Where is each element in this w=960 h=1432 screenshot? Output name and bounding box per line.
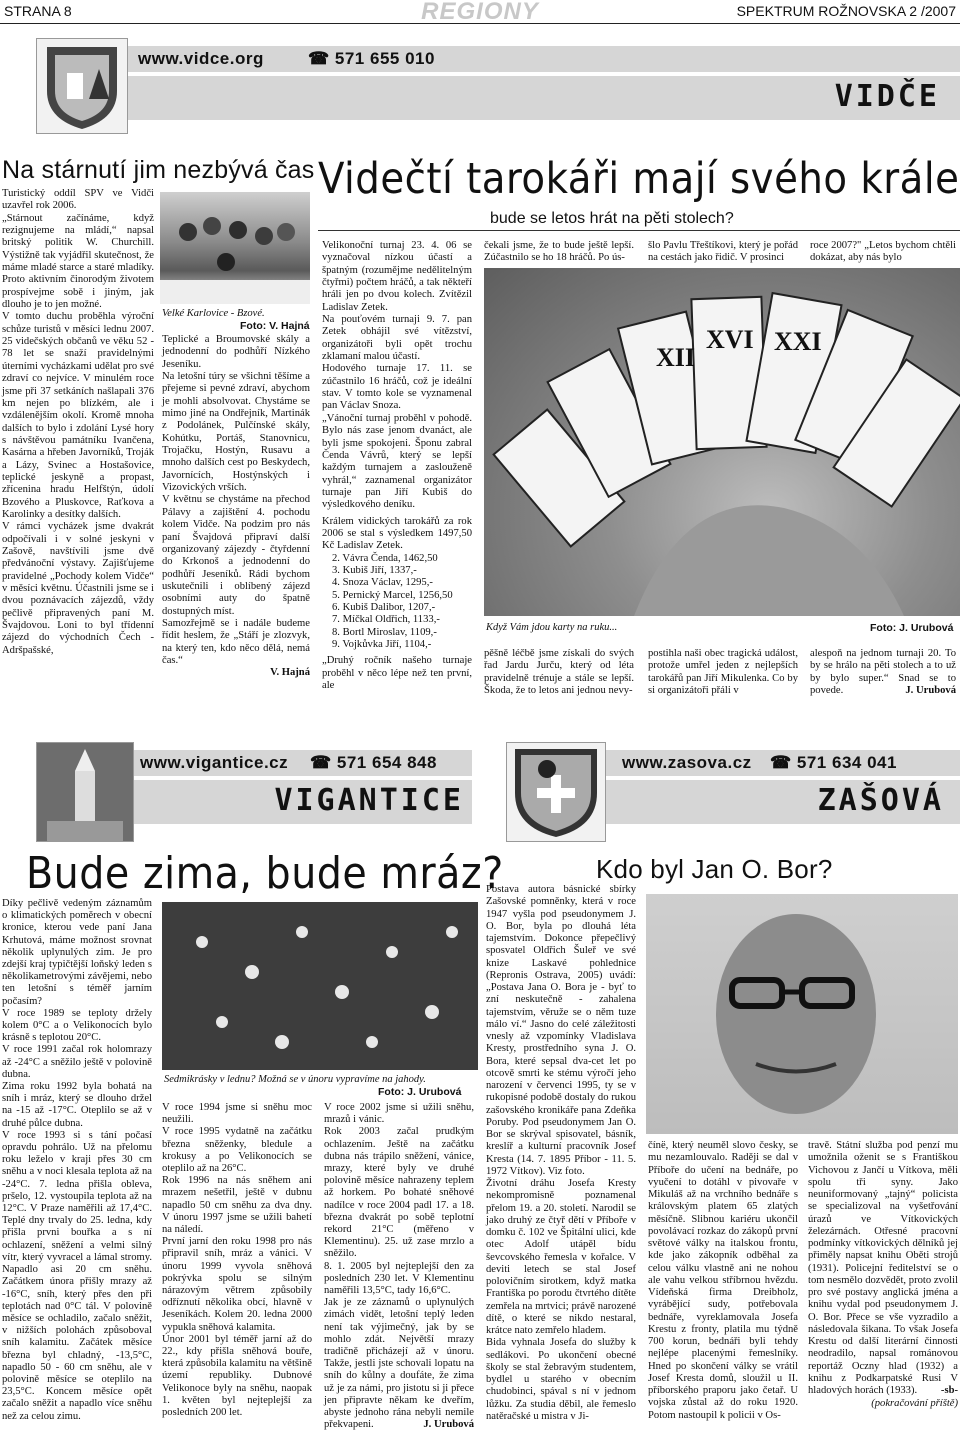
- paragraph: Postava autora básnické sbírky Zašovské pomněnky, která v roce 1947 vyšla pod pseudonymem J. O. Bor, byla po dlouhá léta tajemstvím. Dokonce přepečlivý sposvatel Oldřich Šuleř ve své knize Laskavé pohlednice (Repronis Ostrava, 2005) uvádí: „Postava Jana O. Bora je - byť to zní neskutečně - zahalena tajemstvím, věruže se o něm tuze málo ví.“ Jasno do celé záležitosti vnesly až vzpomínky Vladislava Kresty, prostředního syna J. O. Bora, které sepsal dva-cet let po otcově smrti ke stému výročí jeho narození v červenci 1995, ty se v rukopisné podobě dostaly do rukou zašovského kronikáře pana Zdeňka Poruby. Pod pseudonymem Jan O. Bor se skrýval spisovatel, básník, kreslíř a kulturní pracovník Josef Kresta (14. 7. 1895 Příbor - 11. 5. 1972 Vítkov). Viz foto.: [486, 884, 636, 1177]
- paragraph: travě. Státní služba pod penzí mu umožnila oženit se s Františkou Vichovou z Jančí u Vítkova, měli spolu tři syny. Jako neuniformovaný „tajný“ policista se specializoval na vyšetřování úrazů ve Vítkovických železárnách. Otřesné pracovní podmínky vítkovických dělníků jej přiměly napsat knihu Oběti strojů (1931). Policejní ředitelství se o tom nesmělo dozvědět, proto zvolil pro své postavy anglická jména a knihu vydal pod pseudonymem J. O. Bor. Přece se vše vyzradilo a následovala šikana. To však Josefa Krestu od další literární činnosti neodradilo, napsal románovou reportáž Oczny hlad (1932) a knihu z Podkarpatské Rusi V hladových horách (1933).: [808, 1140, 958, 1396]
- vigantice-phone: ☎ 571 654 848: [310, 753, 437, 772]
- svg-text:XVI: XVI: [706, 325, 754, 354]
- paragraph: Na pouťovém turnaji 9. 7. pan Zetek obhájil své vítězství, organizátoři byli opět trochu zklamaní malou účastí.: [322, 314, 472, 363]
- paragraph: Životní dráhu Josefa Kresty nekompromisně poznamenal přelom 19. a 20. století. Narodil se jako druhý ze čtyř dětí v Příboře v domku č. 102 ve Špitální ulici, kde otec Adolf utápěl bídu ševcovského řemesla v kořalce. V deviti letech se stal Josef polovičním sirotkem, když matka Františka po porodu čtvrtého dítěte zemřela na mrtvici; právě narozené dítě, o které se nikdo nestaral, krátce nato zemřelo hladem.: [486, 1178, 636, 1336]
- paragraph: Únor 2001 byl téměř jarní až do 22., kdy přišla sněhová bouře, která způsobila kalamitu na většině území republiky. Dubnové Velikonoce byly na sněhu, naopak 1. květen byl nejteplejší za posledních 200 let.: [162, 1333, 312, 1419]
- tarokari-top-col3: šlo Pavlu Třeštíkovi, který je pořád na cestách jako řidič. V prosinci: [648, 240, 798, 264]
- starnuti-col2: [162, 334, 310, 680]
- paragraph: Samozřejmě se i nadále budeme řídit heslem, že „Stáří je zlozvyk, na který ten, kdo něco dělá, nemá čas.“: [162, 617, 310, 666]
- paragraph: Na letošní túry se všichni těšíme a přejeme si pevné zdraví, abychom je mohli absolvovat. Chystáme se mimo jiné na Ondřejník, Martinák z Podolánek, Pulčínské skály, Kohútku, Portáš, Stanovnicu, Trojačku, Hostýn, Rusavu a mnoho dalších cest po Beskydech, Javornících, Hostýnských i Vizovických vrších.: [162, 371, 310, 494]
- paragraph: V roce 2002 jsme si užili sněhu, mrazů i vánic.: [324, 1102, 474, 1126]
- paragraph: „Stárnout začínáme, když rezignujeme na mládí,“ napsal britský politik W. Churchill. Výstižně tak vyjádřil skutečnost, že máme mladé starce a staré mladíky. Proto aktivním činorodým životem prospívejme sobě i jiným, jak dlouho je to jen možné.: [2, 212, 154, 311]
- vidce-name: VIDČE: [834, 79, 940, 114]
- signature: J. Urubová: [423, 1419, 474, 1431]
- zasova-phone: ☎ 571 634 041: [770, 753, 897, 772]
- rank-item: 2. Vávra Čenda, 1462,50: [332, 552, 438, 564]
- paragraph: Jak je ze záznamů o uplynulých zimách vidět, letošní teplý leden není tak výjimečný, jak by se mohlo zdát. Největší mrazy tradičně přicházejí až v únoru. Takže, jestli jste schovali lopatu na sníh do kůlny a doufáte, že zima už je za námi, pro jistotu si ji přece jen připravte někam ke dveřím, abyste jednoho rána nebyli nemile překvapeni.: [324, 1297, 474, 1431]
- tarokari-bot-col3: postihla naši obec tragická událost, protože umřel jeden z nejlepších tarokářů pan Jiří Mikulenka. Co by si organizátoři přáli v: [648, 648, 798, 697]
- paragraph: Rok 1996 na nás sněhem ani mrazem nešetřil, ještě v dubnu napadlo 50 cm sněhu za dva dny. V únoru 1997 jsme se užili bahetí na náledí.: [162, 1175, 312, 1236]
- bor-col2: čínë, který neuměl slovo česky, se mu nezamlouvalo. Raději se dal v Příboře do učení na bednáře, po vyučení to dotáhl v pivovaře v Mikuláš až na vrchního bednáře s královským platem 65 zlatých měsíčně. Slibnou kariéru ukončil povolávací rozkaz do zákopů první světové války na italskou frontu, kde jako zákopník odběhal za celou válku vlastně ani ne nohou ale vahu velkou stříbrnou hvězdu. Vídeňská firma Dreibholz, vyrábějící sudy, potřebovala bednáře, vyreklamovala Josefa Krestu z fronty, platila mu týdně 700 korun, bednáři byli tehdy nejlépe placenými řemeslníky. Hned po skončení války se vrátil Josef Kresta domů, sloužil u II. příborského praporu jako četař. U vojska zůstal až do roku 1920. Potom nastoupil k policii v Os-: [648, 1140, 798, 1421]
- church-icon: [37, 743, 133, 841]
- rank-item: 6. Kubiš Dalibor, 1207,-: [332, 601, 436, 613]
- zasova-name: ZAŠOVÁ: [817, 783, 944, 818]
- rank-item: 3. Kubiš Jiří, 1337,-: [332, 564, 417, 576]
- zasova-crest-icon: [507, 743, 605, 841]
- photo-credit-hikers: Foto: V. Hajná: [240, 320, 310, 332]
- bor-col1: [486, 884, 636, 1423]
- vigantice-url-bar: [134, 750, 472, 776]
- paragraph: Teplické a Broumovské skály a jednodenní do podhůří Nízkého Jeseníku.: [162, 334, 310, 370]
- photo-caption-daisies: Sedmikrásky v lednu? Možná se v únoru vypravíme na jahody.: [164, 1074, 426, 1085]
- paragraph: V roce 1991 začal rok holomrazy až -24°C a sněžilo ještě v polovině dubna.: [2, 1044, 152, 1080]
- article-title-tarokari: Videčtí tarokáři mají svého krále: [318, 154, 960, 204]
- section-title: REGIONY: [421, 0, 539, 25]
- paragraph: Zima roku 1992 byla bohatá na sníh i mráz, který se dlouho držel na -15 až -17°C. Oteplilo se až v druhé půlce dubna.: [2, 1081, 152, 1129]
- svg-text:XXI: XXI: [774, 327, 822, 356]
- zasova-name-bar: [606, 780, 960, 824]
- vigantice-name: VIGANTICE: [274, 783, 464, 818]
- page-number: STRANA 8: [4, 3, 72, 19]
- photo-daisies: [162, 902, 478, 1070]
- signature: V. Hajná: [270, 667, 310, 679]
- continued-note: (pokračování příště): [871, 1397, 958, 1409]
- article-title-starnuti: Na stárnutí jim nezbývá čas: [2, 156, 315, 184]
- tarokari-col1: [322, 240, 472, 692]
- paragraph: Bida vyhnala Josefa do služby k sedlákovi. Po ukončení obecné školy se stal žebravým studentem, bydlel u starého v obecním chudobinci, spával s ní v jednom lůžku. Za studia děbil, ale řemeslo natěračské u mistra v Ji-: [486, 1337, 636, 1422]
- photo-caption-hikers: Velké Karlovice - Bzové.: [162, 308, 265, 319]
- vidce-name-bar: [128, 76, 960, 120]
- daisies-image: [162, 902, 478, 1070]
- zima-col3: [324, 1102, 474, 1432]
- paragraph: V roce 1995 vydatně na začátku března sněženky, bledule a krokusy a po Velikonocích se oteplilo až na 26°C.: [162, 1126, 312, 1175]
- zima-col2: [162, 1102, 312, 1419]
- rank-item: 8. Bortl Miroslav, 1109,-: [332, 626, 437, 638]
- paragraph: Turistický oddíl SPV ve Vidči uzavřel rok 2006.: [2, 188, 154, 212]
- photo-credit-daisies: Foto: J. Urubová: [378, 1086, 462, 1098]
- paragraph: První jarní den roku 1998 pro nás připravil sníh, mráz a vánici. V únoru 1999 vyvola sněhová pokrývka spolu se silným nárazovým větrem způsobily odříznutí několika obcí, hlavně v Jeseníkách. Kolem 20. ledna 2000 vypukla sněhová kalamita.: [162, 1236, 312, 1333]
- paragraph: Hodového turnaje 17. 11. se zúčastnilo 16 hráčů, což je ideální stav. V tomto kole se vyznamenal pan Václav Snoza.: [322, 363, 472, 412]
- paragraph: Díky pečlivě vedeným záznamům o klimatických poměrech v obecní kronice, kterou vede paní Jana Krhutová, máme možnost srovnat několik uplynulých zim. Je pro zdejší kraj typičtější loňský leden s několikametrovými závějemi, nebo ten letošní s téměř jarním počasím?: [2, 898, 152, 1007]
- hikers-photo-image: [160, 192, 310, 304]
- photo-tarot-cards: [484, 268, 960, 616]
- paragraph: V roce 1994 jsme si sněhu moc neužili.: [162, 1102, 312, 1126]
- rank-item: 7. Míčkal Oldřich, 1133,-: [332, 614, 440, 626]
- rank-item: 9. Vojkůvka Jiří, 1104,-: [332, 639, 432, 650]
- tarot-cards-image: [484, 268, 960, 616]
- svg-text:XII: XII: [656, 343, 696, 372]
- paragraph: V roce 1993 si s tání počasí opravdu pohrálo. Už na přelomu roku leželo v kraji přes 30 cm sněhu a v noci klesala teplota až na -24°C. 7. ledna přišla obleva, pršelo, 12. vystoupila teplota až na 12°C. V Praze naměřili až 17,4°C. Teplé dny trvaly do 25. ledna, kdy přišla prvni bouřka a s ní ochlazení, sněžení a velmi silný vítr, který vyvracel a lámal stromy. Napadlo asi 20 cm sněhu. Začátkem února přišly mrazy až -16°C, sníh, který přes den při teplotách nad 0°C tál. V polovině měsíce se ochladilo, začalo sněžit, v nižších polohách způsoboval sníh kalamitu. Začátek měsíce března byl chladný, -13,5°C, napadlo 50 - 60 cm sněhu, ale v polovině měsíce se oteplilo na 23,5°C. Koncem měsíce opět začalo sněžit a napadlo více sněhu než za celou zimu.: [2, 1129, 152, 1422]
- starnuti-col1: [2, 188, 154, 657]
- tarokari-bot-col2: pěšně léčbě jsme získali do svých řad Jardu Jurču, který od léta pravidelně trénuje a stále se lepší. Škoda, že to letos ani jednou nevy-: [484, 648, 634, 697]
- zasova-url-bar: [606, 750, 960, 776]
- photo-credit-tarot: Foto: J. Urubová: [870, 622, 954, 634]
- signature: J. Urubová: [905, 685, 956, 697]
- paragraph: V květnu se chystáme na přechod Pálavy a zajištění 4. pochodu kolem Vidče. Na podzim pro nás paní Švajdová připraví další organizovaný zájezdy - čtyřdenní do Krkonoš a jednodenní do podhůří Jeseníků. Rádi bychom uskutečnili i oblíbený zájezd osobními auty do špatně dostupných míst.: [162, 494, 310, 617]
- vidce-crest: [36, 38, 128, 134]
- issue-label: SPEKTRUM ROŽNOVSKA 2 /2007: [736, 3, 956, 19]
- signature: -sb-: [940, 1385, 958, 1397]
- article-title-zima: Bude zima, bude mráz?: [26, 848, 504, 899]
- bor-col3: [808, 1140, 958, 1410]
- paragraph: Rok 2003 začal prudkým ochlazením. Ještě na začátku dubna nás trápilo sněžení, vánice, mrazy, které byly ve druhé polovině měsíce nahrazeny teplem až horkem. Po bohaté sněhové nadílce v roce 2004 padl 17. a 18. března dvakrát po sobě teplotní rekord 21°C (měřeno v Klementinu). 25. už zase mrzlo a sněžilo.: [324, 1126, 474, 1260]
- rank-item: 5. Pernický Marcel, 1256,50: [332, 589, 453, 601]
- paragraph: Velikonoční turnaj 23. 4. 06 se vyznačoval nízkou účastí a špatným (rozumějme nedělitelným čtyřmi) počtem hráčů, a tak někteří hráli jen po dvou kolech. Zvítězil Ladislav Zetek.: [322, 240, 472, 313]
- zima-col1: [2, 898, 152, 1423]
- tarokari-top-col4: roce 2007?" „Letos bychom chtěli dokázat, aby nás bylo: [810, 240, 956, 264]
- tarokari-top-col2: čekali jsme, že to bude ještě lepší. Zúčastnilo se ho 18 hráčů. Po ús-: [484, 240, 634, 264]
- zasova-crest: [506, 742, 606, 842]
- vidce-crest-icon: [37, 39, 127, 133]
- paragraph: V rámci vycházek jsme dvakrát odpočívali i v solné jeskyni v Zašově, navštívili jsme dvě předvánoční výstavy. Zajišťujeme pravidelné „Pochody kolem Vidče“ v měsíci květnu. Účastnili jsme se i dvou poznávacích zájezdů, vždy pečlivě připravených paní M. Švajdovou. Loni to byl třídenní zájezd do východních Čech - Adršpašské,: [2, 521, 154, 656]
- photo-hikers: [160, 192, 310, 304]
- vidce-url[interactable]: www.vidce.org: [138, 49, 264, 68]
- photo-caption-tarot: Když Vám jdou karty na ruku...: [486, 622, 618, 633]
- vidce-url-bar: [128, 46, 960, 72]
- article-title-bor: Kdo byl Jan O. Bor?: [596, 854, 833, 884]
- article-subtitle-tarokari: bude se letos hrát na pěti stolech?: [490, 210, 734, 227]
- paragraph: „Druhý ročník našeho turnaje proběhl v něco lépe než ten první, ale: [322, 655, 472, 692]
- paragraph: Králem vidických tarokářů za rok 2006 se stal s výsledkem 1497,50 Kč Ladislav Zetek.: [322, 515, 472, 552]
- zasova-url[interactable]: www.zasova.cz: [622, 753, 752, 772]
- vigantice-url[interactable]: www.vigantice.cz: [140, 753, 289, 772]
- tarokari-bot-col4: [810, 648, 956, 698]
- paragraph: 8. 1. 2005 byl nejteplejší den za posledních 230 let. V Klementinu naměřili 13,5°C, tady 16,6°C.: [324, 1260, 474, 1297]
- rank-item: 4. Snoza Václav, 1295,-: [332, 577, 433, 589]
- vigantice-photo-church: [36, 742, 134, 842]
- paragraph: alespoň na jednom turnaji 20. To by se hrálo na pěti stolech a to už by bylo super.“ Snad se to povede.: [810, 648, 956, 697]
- page-header: [0, 0, 960, 24]
- photo-jan-bor: [646, 894, 958, 1134]
- paragraph: „Vánoční turnaj proběhl v pohodě. Bylo nás zase jenom dvanáct, ale byli jsme spokojeni. Šponu zabral Čenda Vávrů, který se lepší každým turnajem a zaslouženě vyhrál,“ zaznamenal organizátor turnaje pan Jiří Kubiš do výsledkového deníku.: [322, 412, 472, 511]
- vigantice-name-bar: [134, 780, 472, 824]
- vidce-phone: ☎ 571 655 010: [308, 49, 435, 68]
- subtitle-rule: [318, 230, 960, 231]
- portrait-image: [646, 894, 958, 1134]
- paragraph: V tomto duchu proběhla výroční schůze turistů v měsíci lednu 2007. 25 videčských občanů ve věku 52 - 78 let se snaží pravidelnými úterními vycházkami udělat pro své zdraví co nejvíce. V minulém roce jsme při 37 setkáních našlapali 376 km nejen po blízkém, ale i vzdálenějším okolí. Kromě mnoha dalších to bylo i zdolání Lysé hory s návštěvou památníku Ivančena, Kasárna a hřeben Javorníků, Troják a Lázy, Svinec a Hostašovice, teplické jeskyně a propast, zřícenina hradu Helfštýn, údolí Bzového a Pluskovce, Raťkova a Karolinky a desítky dalších.: [2, 311, 154, 520]
- paragraph: V roce 1989 se teploty držely kolem 0°C a o Velikonocích bylo krásně s teplotou 20°C.: [2, 1007, 152, 1044]
